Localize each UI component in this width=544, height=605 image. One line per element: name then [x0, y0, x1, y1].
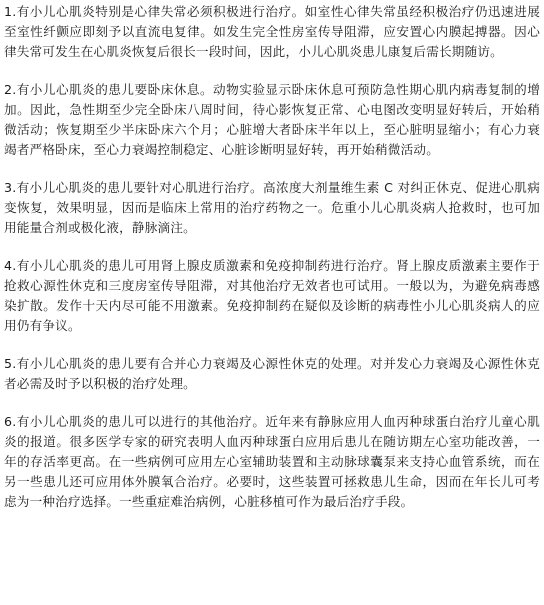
paragraph-4: 4.有小儿心肌炎的患儿可用肾上腺皮质激素和免疫抑制药进行治疗。肾上腺皮质激素主要作于抢救心源性休克和三度房室传导阻滞，对其他治疗无效者也可试用。一般以为，为避免病毒感染扩散。发作十天内尽可能不用激素。免疫抑制药在疑似及诊断的病毒性小儿心肌炎病人的应用仍有争议。: [4, 258, 540, 333]
paragraph-1: 1.有小儿心肌炎特别是心律失常必须积极进行治疗。如室性心律失常虽经积极治疗仍迅速进展至室性纤颤应即刻予以直流电复律。如发生完全性房室传导阻滞，应安置心内膜起搏器。因心律失常可发生在心肌炎恢复后很长一段时间，因此，小儿心肌炎患儿康复后需长期随访。: [4, 4, 540, 59]
paragraph-3: 3.有小儿心肌炎的患儿要针对心肌进行治疗。高浓度大剂量维生素 C 对纠正休克、促进心肌病变恢复，效果明显，因而是临床上常用的治疗药物之一。危重小儿心肌炎病人抢救时，也可加用能量合剂或极化液，静脉滴注。: [4, 180, 540, 235]
paragraph-6: 6.有小儿心肌炎的患儿可以进行的其他治疗。近年来有静脉应用人血丙种球蛋白治疗儿童心肌炎的报道。很多医学专家的研究表明人血丙种球蛋白应用后患儿在随访期左心室功能改善，一年的存活率更高。在一些病例可应用左心室辅助装置和主动脉球囊泵来支持心血管系统，而在另一些患儿还可应用体外膜氧合治疗。必要时，这些装置可拯救患儿生命，因而在年长儿可考虑为一种治疗选择。一些重症难治病例，心脏移植可作为最后治疗手段。: [4, 414, 540, 509]
paragraph-5: 5.有小儿心肌炎的患儿要有合并心力衰竭及心源性休克的处理。对并发心力衰竭及心源性休克者必需及时予以积极的治疗处理。: [4, 356, 540, 391]
paragraph-2: 2.有小儿心肌炎的患儿要卧床休息。动物实验显示卧床休息可预防急性期心肌内病毒复制的增加。因此，急性期至少完全卧床八周时间，待心影恢复正常、心电图改变明显好转后，开始稍微活动；恢复期至少半床卧床六个月；心脏增大者卧床半年以上，至心脏明显缩小；有心力衰竭者严格卧床，至心力衰竭控制稳定、心脏诊断明显好转，再开始稍微活动。: [4, 82, 540, 157]
